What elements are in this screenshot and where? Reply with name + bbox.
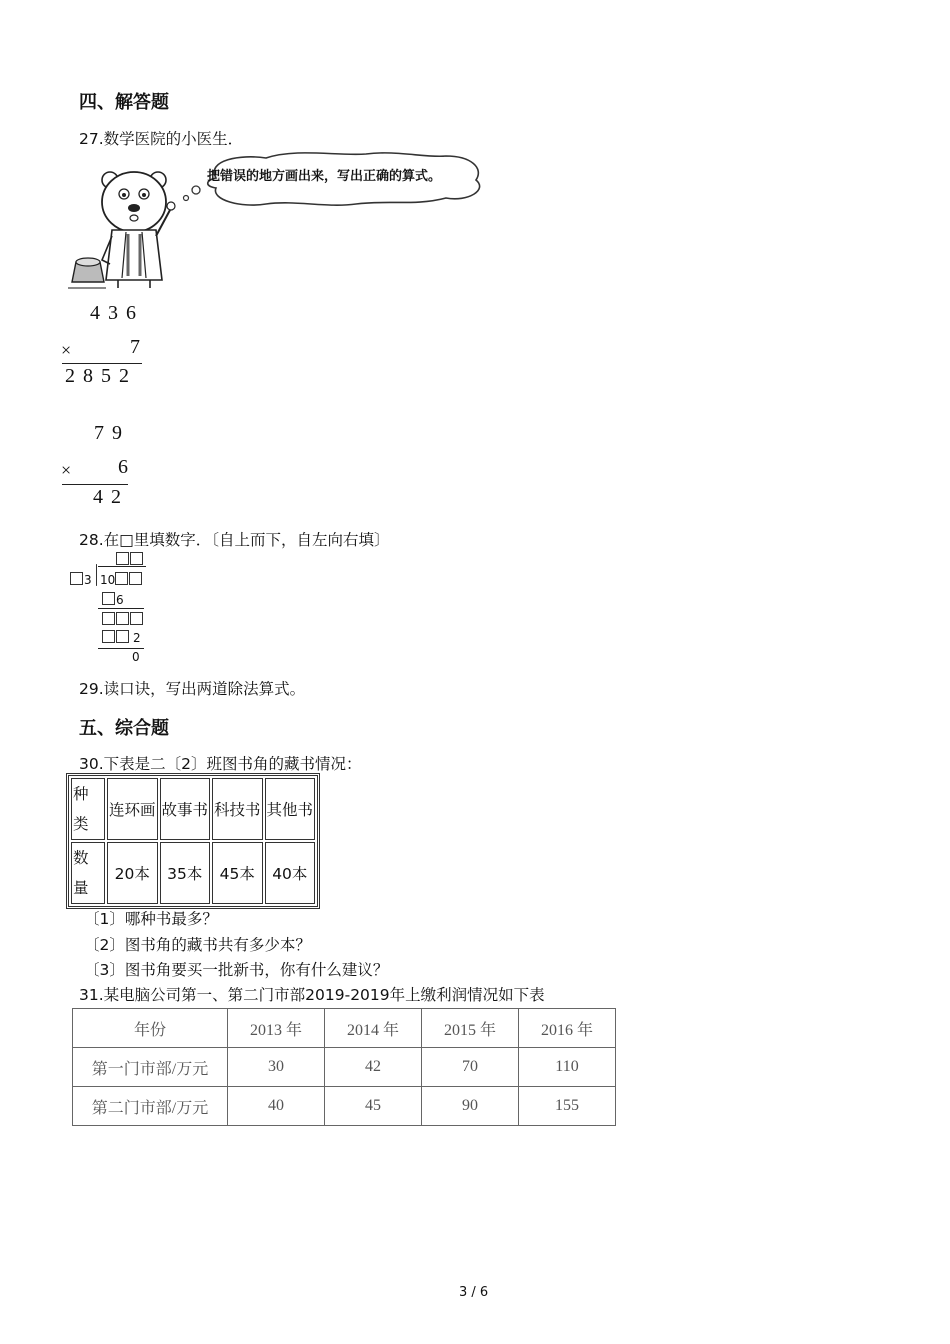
calc2-rule	[62, 484, 128, 485]
section-title-answer: 四、解答题	[79, 92, 169, 113]
table-cell: 45	[325, 1087, 422, 1126]
question-29-text: 29.读口诀，写出两道除法算式。	[79, 680, 306, 698]
table-cell: 90	[422, 1087, 519, 1126]
division-bracket	[96, 564, 97, 586]
divisor-digit: 3	[84, 573, 92, 587]
blank-box[interactable]	[102, 592, 115, 605]
blank-box[interactable]	[116, 630, 129, 643]
table-header-cell: 2015 年	[422, 1009, 519, 1048]
table-row	[71, 778, 315, 840]
blank-box[interactable]	[130, 612, 143, 625]
calc1-top-number: 436	[90, 302, 144, 324]
table-header-cell: 2016 年	[519, 1009, 616, 1048]
blank-box[interactable]	[115, 572, 128, 585]
table-cell: 35本	[160, 842, 211, 904]
row2-digit: 2	[133, 631, 141, 645]
blank-box[interactable]	[116, 552, 129, 565]
table-cell: 40	[228, 1087, 325, 1126]
question-28-text: 28.在□里填数字．〔自上而下，自左向右填〕	[79, 531, 390, 549]
table-cell: 30	[228, 1048, 325, 1087]
question-30-sub2: 〔2〕图书角的藏书共有多少本？	[84, 936, 311, 954]
table-header-cell: 2013 年	[228, 1009, 325, 1048]
speech-bubble-text: 把错误的地方画出来，写出正确的算式。	[207, 169, 442, 184]
table-cell: 40本	[265, 842, 316, 904]
section-title-comprehensive: 五、综合题	[79, 718, 169, 739]
dividend-prefix: 10	[100, 573, 116, 587]
calc1-rule	[62, 363, 142, 364]
question-30-text: 30.下表是二〔2〕班图书角的藏书情况：	[79, 755, 362, 773]
table-cell: 其他书	[265, 778, 316, 840]
table-row	[73, 1087, 616, 1126]
calc1-multiplier: 7	[130, 336, 148, 358]
long-division-puzzle	[68, 550, 168, 665]
table-header-cell: 年份	[73, 1009, 228, 1048]
blank-box[interactable]	[102, 630, 115, 643]
calc2-result: 42	[93, 486, 129, 508]
table-row-label: 第一门市部/万元	[73, 1048, 228, 1087]
table-header-row	[73, 1009, 616, 1048]
table-cell: 45本	[212, 842, 263, 904]
question-30-sub3: 〔3〕图书角要买一批新书，你有什么建议？	[84, 961, 389, 979]
row-label-kind: 种 类	[71, 778, 105, 840]
table-cell: 科技书	[212, 778, 263, 840]
division-remainder: 0	[132, 650, 140, 664]
blank-box[interactable]	[116, 612, 129, 625]
calc1-times-sign: ×	[61, 340, 72, 360]
calc2-multiplier: 6	[118, 456, 136, 478]
table-row	[73, 1048, 616, 1087]
row-label-quantity: 数 量	[71, 842, 105, 904]
book-table	[66, 773, 320, 909]
calc2-times-sign: ×	[61, 460, 72, 480]
table-header-cell: 2014 年	[325, 1009, 422, 1048]
table-cell: 42	[325, 1048, 422, 1087]
table-cell: 连环画	[107, 778, 158, 840]
blank-box[interactable]	[129, 572, 142, 585]
calc2-top-number: 79	[94, 422, 130, 444]
blank-box[interactable]	[102, 612, 115, 625]
division-rule-1	[98, 608, 144, 609]
page-number: 3 / 6	[459, 1285, 489, 1300]
calc1-result: 2852	[65, 365, 137, 387]
row1-digit: 6	[116, 593, 124, 607]
table-row	[71, 842, 315, 904]
table-cell: 20本	[107, 842, 158, 904]
division-rule-2	[98, 648, 144, 649]
table-cell: 70	[422, 1048, 519, 1087]
question-27-text: 27.数学医院的小医生．	[79, 130, 244, 148]
division-top-rule	[98, 566, 146, 567]
question-30-sub1: 〔1〕哪种书最多？	[84, 910, 218, 928]
blank-box[interactable]	[130, 552, 143, 565]
table-cell: 故事书	[160, 778, 211, 840]
blank-box[interactable]	[70, 572, 83, 585]
table-cell: 155	[519, 1087, 616, 1126]
profit-table	[72, 1008, 616, 1126]
question-31-text: 31.某电脑公司第一、第二门市部2019-2019年上缴利润情况如下表	[79, 986, 545, 1004]
table-row-label: 第二门市部/万元	[73, 1087, 228, 1126]
table-cell: 110	[519, 1048, 616, 1087]
